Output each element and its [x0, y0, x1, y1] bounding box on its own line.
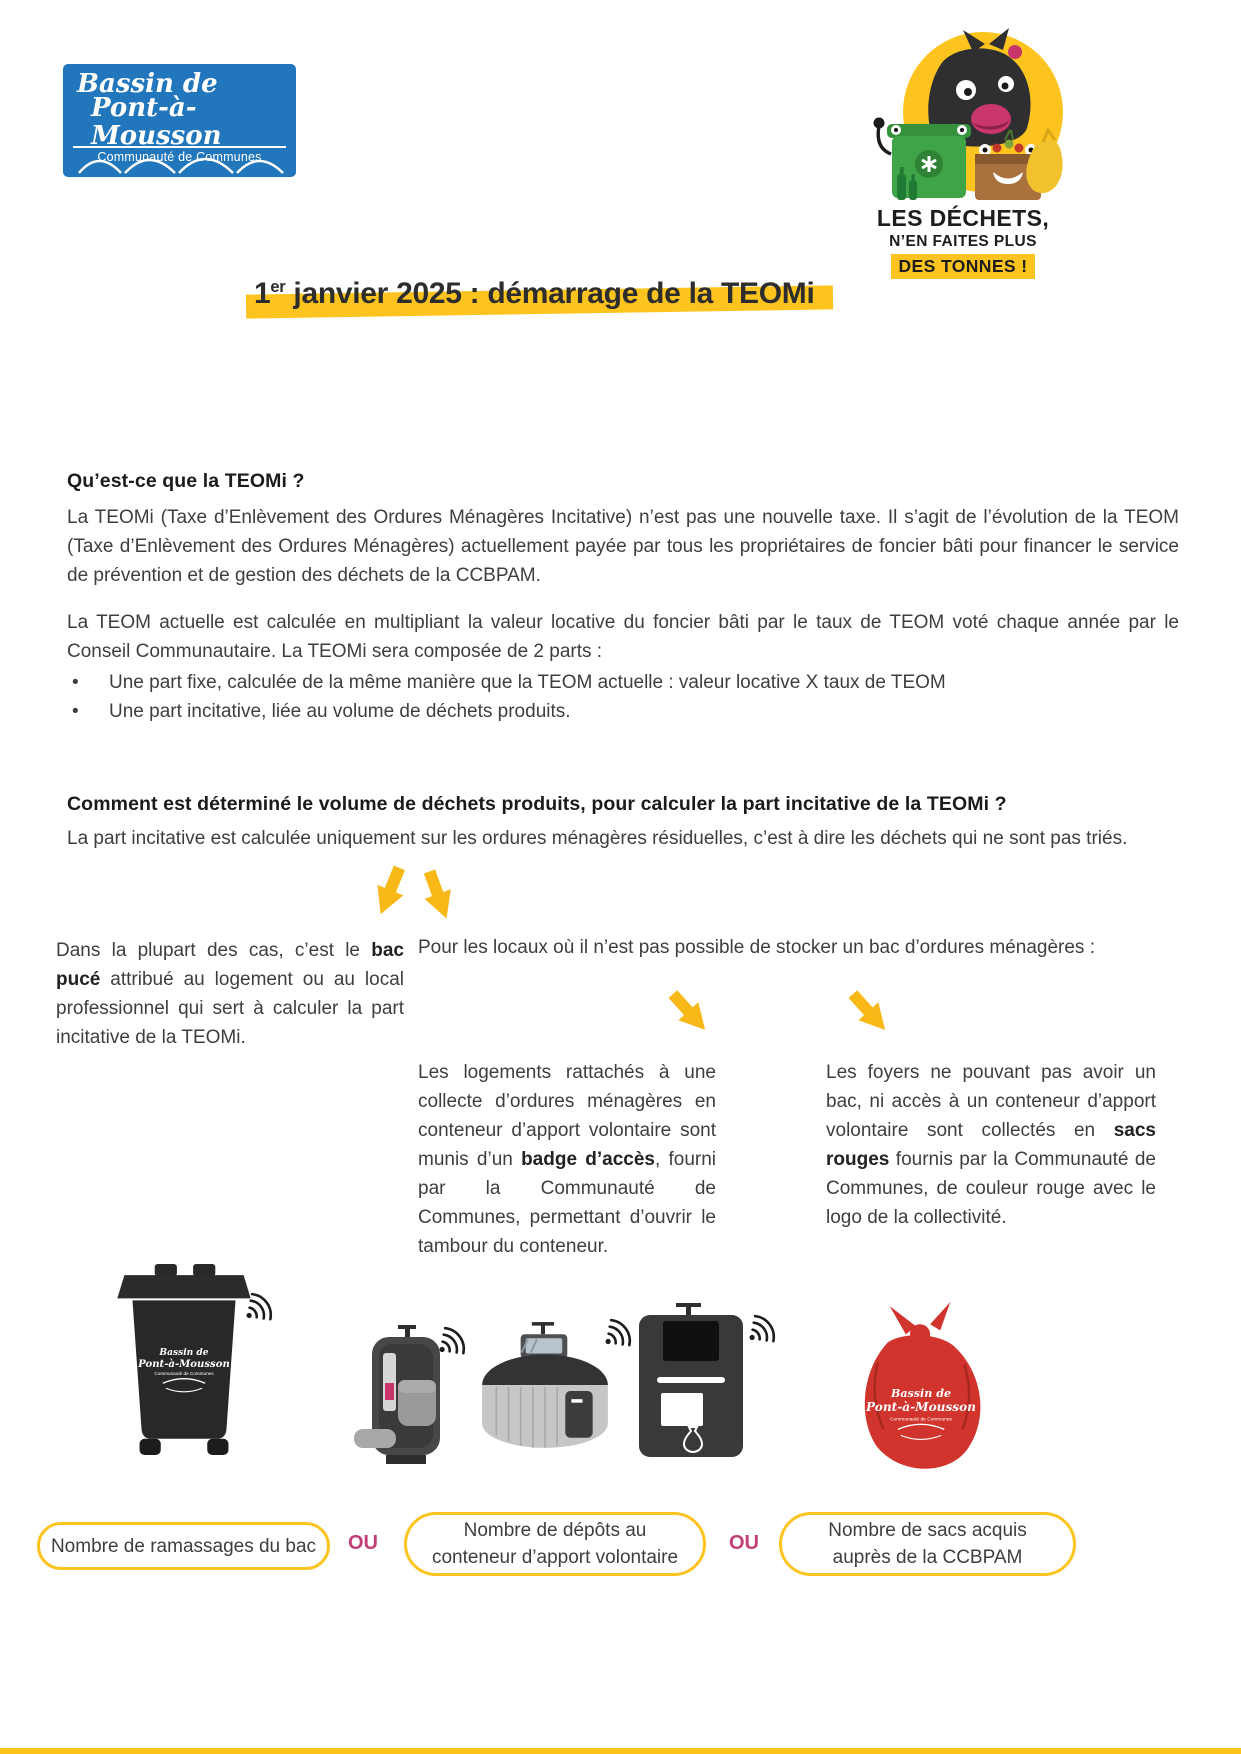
case-left-text: Dans la plupart des cas, c’est le bac pucé attribué au logement ou au local professionnel qui sert à calculer la part incitative de la TEOMi. [56, 940, 404, 1048]
section1-bullet-list [67, 668, 1179, 726]
bullet-item-1 [67, 668, 1179, 697]
title-number: 1 [254, 277, 271, 310]
bag-logo-line2: Pont-à-Mousson [866, 1400, 977, 1415]
case-right-text: Les foyers ne pouvant pas avoir un bac, ni accès à un conteneur d’apport volontaire sont collectés en sacs rouges fournis par la Communauté de Communes, de couleur rouge avec le logo de la collectivité. [826, 1062, 1156, 1228]
section2-paragraph: La part incitative est calculée uniquement sur les ordures ménagères résiduelles, c’est à dire les déchets qui ne sont pas triés. [67, 828, 1128, 849]
bag-logo-line1: Bassin de [890, 1387, 952, 1401]
counter-box-sacs-line1: Nombre de sacs acquis [828, 1520, 1027, 1541]
page-title [248, 277, 821, 311]
mascot-slogan-line3: DES TONNES ! [863, 254, 1063, 279]
footer-accent-bar [0, 1748, 1241, 1754]
counter-box-conteneur-line1: Nombre de dépôts au [463, 1520, 647, 1541]
waste-characters-icon [863, 20, 1063, 208]
section1-paragraph1: La TEOMi (Taxe d’Enlèvement des Ordures Ménagères Incitative) n’est pas une nouvelle taxe. Il s’agit de l’évolution de la TEOM (Taxe d’Enlèvement des Ordures Ménagères) actuellement payée par tous les propriétaires de foncier bâti pour financer le service de prévention et de gestion des déchets de la CCBPAM. [67, 507, 1179, 586]
case-middle-text: Les logements rattachés à une collecte d’ordures ménagères en conteneur d’apport volontaire sont munis d’un badge d’accès, fourni par la Communauté de Communes, permettant d’ouvrir le tambour du conteneur. [418, 1062, 716, 1257]
counter-box-bac-text: Nombre de ramassages du bac [50, 1535, 317, 1557]
bin-logo-line3: Communauté de Communes [154, 1371, 214, 1377]
logo-text-line3: Communauté de Communes [97, 150, 262, 164]
bin-logo-line2: Pont-à-Mousson [138, 1359, 230, 1371]
or-label-2: OU [729, 1532, 759, 1554]
logo-text-line1: Bassin de [77, 69, 218, 99]
mascot-slogan-line1: LES DÉCHETS, [876, 205, 1050, 231]
bullet-dot: • [72, 701, 79, 722]
down-arrow-icon [361, 858, 418, 923]
section1-heading: Qu’est-ce que la TEOMi ? [67, 470, 305, 492]
down-arrow-icon [410, 863, 466, 927]
bullet-text-2: Une part incitative, liée au volume de déchets produits. [109, 701, 571, 722]
counter-box-conteneur [404, 1512, 706, 1576]
title-ordinal: er [270, 278, 286, 296]
smart-bin-illustration [108, 1262, 260, 1465]
mascot-slogan-line2: N’EN FAITES PLUS [889, 233, 1037, 250]
round-container-illustration [474, 1322, 616, 1459]
bridge-icon [63, 143, 296, 175]
bullet-text-1: Une part fixe, calculée de la même manière que la TEOM actuelle : valeur locative X taux de TEOM [109, 672, 946, 693]
down-arrow-icon [836, 979, 902, 1046]
bag-logo-line3: Communauté de Communes [890, 1417, 952, 1423]
mascot-illustration [863, 20, 1063, 279]
badge-acces-bold: badge d’accès [521, 1149, 655, 1170]
counter-box-sacs [779, 1512, 1076, 1576]
bin-logo-line1: Bassin de [159, 1346, 209, 1358]
counter-box-bac [37, 1522, 330, 1570]
cases-intro-text: Pour les locaux où il n’est pas possible de stocker un bac d’ordures ménagères : [418, 937, 1095, 958]
logo-text-line2: Pont-à-Mousson [91, 93, 222, 151]
counter-box-conteneur-line2: conteneur d’apport volontaire [431, 1547, 679, 1568]
down-arrow-icon [656, 979, 722, 1046]
bullet-dot: • [72, 672, 79, 693]
or-label-1: OU [348, 1532, 378, 1554]
title-rest: janvier 2025 : démarrage de la TEOMi [285, 277, 815, 310]
counter-box-sacs-line2: auprès de la CCBPAM [832, 1547, 1023, 1568]
section2-heading: Comment est déterminé le volume de déchets produits, pour calculer la part incitative de la TEOMi ? [67, 793, 1007, 815]
red-bag-illustration [843, 1300, 995, 1497]
ccbpam-logo [63, 64, 296, 177]
bullet-item-2 [67, 697, 1179, 726]
bac-puce-bold: bac pucé [56, 940, 404, 990]
section1-paragraph2: La TEOM actuelle est calculée en multipliant la valeur locative du foncier bâti par le taux de TEOM voté chaque année par le Conseil Communautaire. La TEOMi sera composée de 2 parts : [67, 612, 1179, 662]
sacs-rouges-bold: sacs rouges [826, 1120, 1156, 1170]
